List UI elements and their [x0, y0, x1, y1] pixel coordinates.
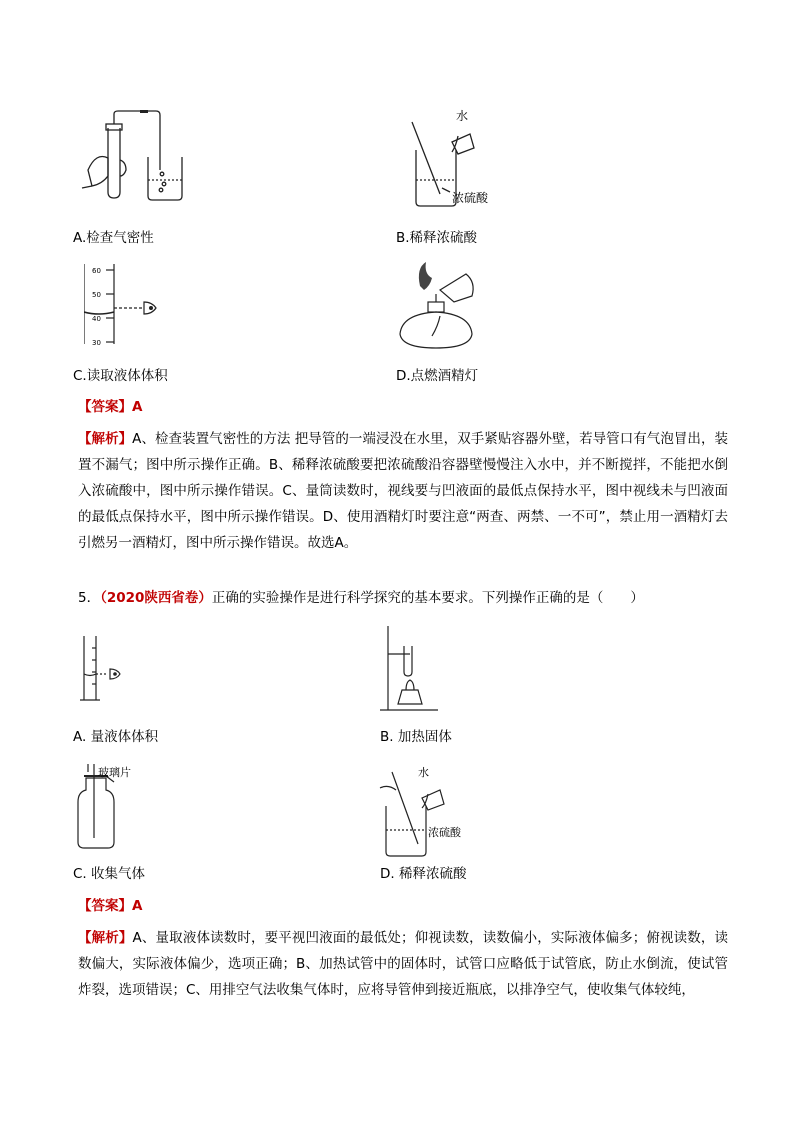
q5-stem [78, 589, 644, 607]
airtightness-check-figure [78, 110, 188, 202]
heat-solid-figure [380, 624, 440, 716]
q5-option-a: A. 量液体体积 [73, 729, 159, 745]
dilute-acid-figure [406, 106, 514, 210]
water-label-2: 水 [418, 766, 429, 779]
q5-answer-value: A [132, 898, 143, 914]
acid-label: 浓硫酸 [452, 191, 489, 205]
tick-30: 30 [92, 339, 101, 346]
q5-analysis-text: A、量取液体读数时，要平视凹液面的最低处；仰视读数，读数偏小，实际液体偏多；俯视读数，读数偏大，实际液体偏少，选项正确；B、加热试管中的固体时，试管口应略低于试管底，防止水倒流，使试管炸裂，选项错误；C、用排空气法收集气体时，应将导管伸到接近瓶底，以排净空气，使收集气体较纯， [78, 930, 729, 998]
cylinder-reading-figure [84, 262, 174, 346]
q5-option-b: B. 加热固体 [380, 729, 452, 745]
q5-option-d: D. 稀释浓硫酸 [380, 866, 467, 882]
q5-analysis-bracket: 【解析】 [78, 930, 133, 946]
q4-answer-bracket: 【答案】 [78, 399, 132, 415]
water-label: 水 [456, 109, 469, 123]
q4-answer-value: A [132, 399, 143, 415]
q4-option-a: A.检查气密性 [73, 230, 154, 246]
q5-source: （2020陕西省卷） [100, 590, 212, 606]
q5-analysis [78, 925, 728, 1003]
collect-gas-figure [74, 762, 154, 850]
q4-analysis-bracket: 【解析】 [78, 431, 133, 447]
tick-60: 60 [92, 267, 101, 275]
q4-analysis-text: A、检查装置气密性的方法 把导管的一端浸没在水里，双手紧贴容器外壁，若导管口有气泡冒出，装置不漏气；图中所示操作正确。B、稀释浓硫酸要把浓硫酸沿容器壁慢慢注入水中，并不断搅拌，不能把水倒入浓硫酸中，图中所示操作错误。C、量筒读数时，视线要与凹液面的最低点保持水平，图中视线未与凹液面的最低点保持水平，图中所示操作错误。D、使用酒精灯时要注意“两查、两禁、一不可”，禁止用一酒精灯去引燃另一酒精灯，图中所示操作错误。故选A。 [78, 431, 729, 551]
q5-stem-text: 正确的实验操作是进行科学探究的基本要求。下列操作正确的是（ ） [211, 590, 644, 606]
alcohol-lamp-figure [396, 256, 478, 352]
dilute-acid-figure-2 [378, 764, 486, 860]
q4-analysis [78, 426, 728, 556]
q5-answer-bracket: 【答案】 [78, 898, 132, 914]
tick-50: 50 [92, 291, 101, 299]
acid-label-2: 浓硫酸 [428, 826, 461, 839]
q4-option-b: B.稀释浓硫酸 [396, 230, 478, 246]
glass-slide-label: 玻璃片 [98, 766, 131, 779]
q4-answer [78, 398, 142, 416]
q5-option-c: C. 收集气体 [73, 866, 146, 882]
q5-number: 5． [78, 590, 101, 606]
tick-40: 40 [92, 315, 101, 323]
measure-liquid-figure [78, 634, 128, 704]
q4-option-c: C.读取液体体积 [73, 368, 168, 384]
q5-answer [78, 897, 142, 915]
q4-option-d: D.点燃酒精灯 [396, 368, 479, 384]
